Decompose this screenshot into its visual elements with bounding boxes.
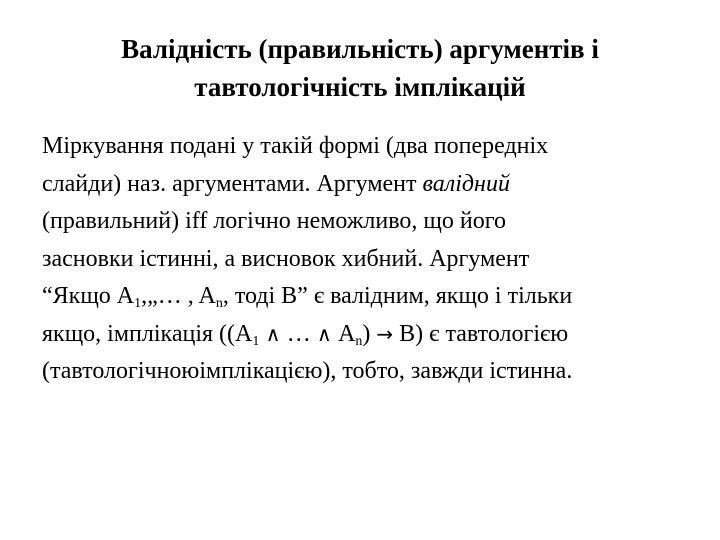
subscript-n: n — [355, 333, 363, 349]
title-line-2: тавтологічність імплікацій — [194, 72, 526, 102]
ellipsis: … — [286, 320, 311, 347]
body-line-5-text-b: ,„… , A — [141, 283, 216, 309]
body-line-3: (правильний) iff логічно неможливо, що його — [42, 208, 506, 234]
slide-body-text — [42, 128, 682, 391]
body-line-4: засновки істинні, а висновок хибний. Аргумент — [42, 245, 530, 272]
body-line-7: (тавтологічноюімплікацією), тобто, завжди істинна. — [42, 358, 573, 384]
body-line-2-text: слайди) наз. аргументами. Аргумент — [42, 170, 423, 197]
subscript-1: 1 — [134, 296, 142, 311]
body-line-6-text-b: A — [338, 320, 356, 347]
body-line-5-text-c: , тоді B” є валідним, якщо і тільки — [222, 283, 573, 309]
logical-and-symbol: ∧ — [310, 321, 339, 346]
logical-and-symbol: ∧ — [259, 321, 287, 346]
emphasis-valid: валідний — [422, 170, 510, 197]
body-line-6-text-d: B) є тавтологією — [393, 320, 569, 347]
implication-arrow: → — [376, 321, 394, 346]
slide-title — [60, 30, 660, 106]
body-line-1: Міркування подані у такій формі (два попередніх — [42, 133, 549, 159]
body-line-2 — [42, 166, 682, 204]
body-line-6 — [42, 316, 682, 354]
subscript-n: n — [215, 296, 223, 311]
body-line-5 — [42, 278, 682, 316]
body-line-5-text-a: “Якщо A — [42, 283, 135, 309]
subscript-1: 1 — [252, 333, 260, 349]
title-line-1: Валідність (правильність) аргументів і — [121, 34, 599, 64]
body-line-6-text-c: ) — [362, 320, 377, 347]
body-line-6-text-a: якщо, імплікація ((A — [42, 320, 253, 347]
